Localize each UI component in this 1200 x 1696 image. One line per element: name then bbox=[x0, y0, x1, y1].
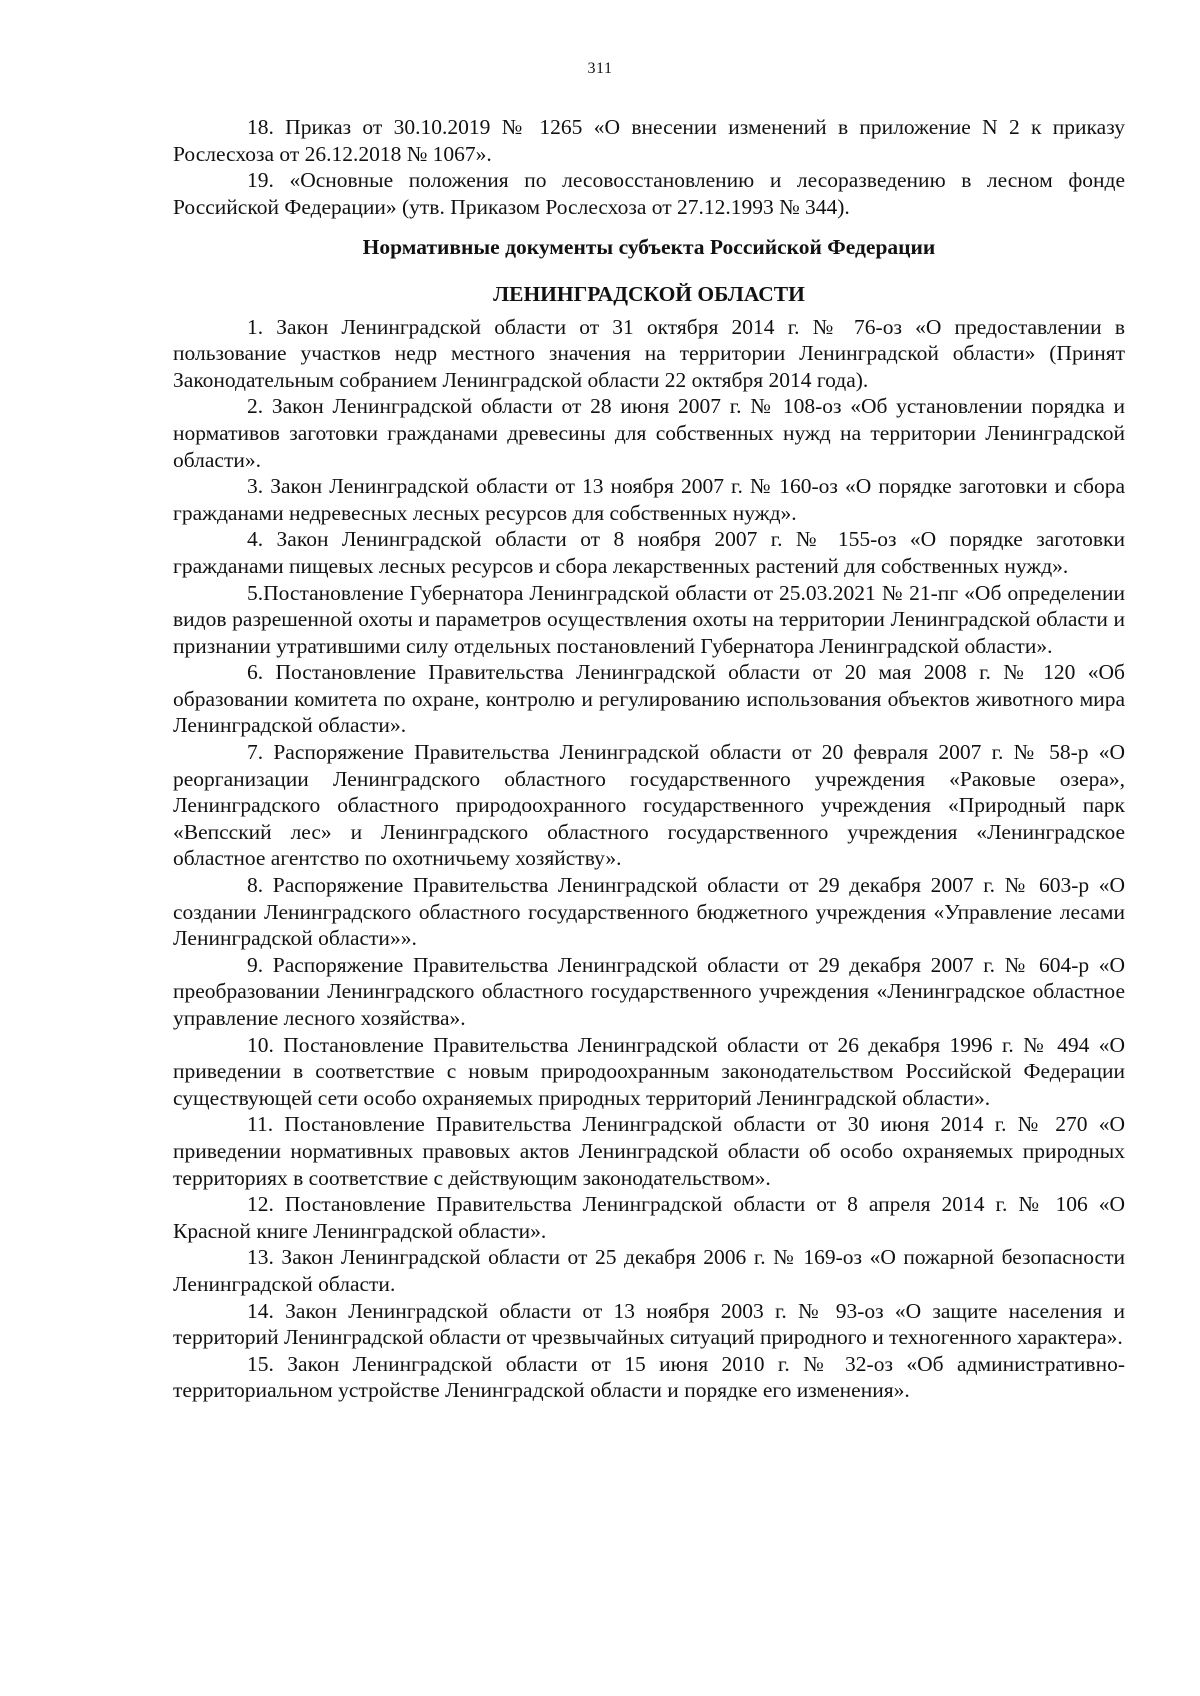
document-body bbox=[173, 114, 1125, 1404]
list-item: 9. Распоряжение Правительства Ленинградской области от 29 декабря 2007 г. № 604-р «О преобразовании Ленинградского областного государственного учреждения «Ленинградское областное управление лесного хозяйства». bbox=[173, 952, 1125, 1030]
list-item: 14. Закон Ленинградской области от 13 ноября 2003 г. № 93-оз «О защите населения и территорий Ленинградской области от чрезвычайных ситуаций природного и техногенного характера». bbox=[173, 1298, 1125, 1350]
list-item: 4. Закон Ленинградской области от 8 ноября 2007 г. № 155-оз «О порядке заготовки гражданами пищевых лесных ресурсов и сбора лекарственных растений для собственных нужд». bbox=[173, 527, 1125, 578]
list-item: 10. Постановление Правительства Ленинградской области от 26 декабря 1996 г. № 494 «О приведении в соответствие с новым природоохранным законодательством Российской Федерации существующей сети особо охраняемых природных территорий Ленинградской области». bbox=[173, 1032, 1125, 1110]
page-number: 311 bbox=[587, 60, 613, 77]
list-item: 13. Закон Ленинградской области от 25 декабря 2006 г. № 169-оз «О пожарной безопасности Ленинградской области. bbox=[173, 1245, 1125, 1296]
list-item: 1. Закон Ленинградской области от 31 октября 2014 г. № 76-оз «О предоставлении в пользование участков недр местного значения на территории Ленинградской области» (Принят Законодательным собранием Ленинградской области 22 октября 2014 года). bbox=[173, 314, 1125, 392]
list-item: 19. «Основные положения по лесовосстановлению и лесоразведению в лесном фонде Российской Федерации» (утв. Приказом Рослесхоза от 27.12.1993 № 344). bbox=[173, 168, 1125, 219]
list-item: 18. Приказ от 30.10.2019 № 1265 «О внесении изменений в приложение N 2 к приказу Рослесхоза от 26.12.2018 № 1067». bbox=[173, 115, 1125, 166]
list-item: 6. Постановление Правительства Ленинградской области от 20 мая 2008 г. № 120 «Об образовании комитета по охране, контролю и регулированию использования объектов животного мира Ленинградской области». bbox=[173, 660, 1125, 738]
list-item: 15. Закон Ленинградской области от 15 июня 2010 г. № 32-оз «Об административно-территориальном устройстве Ленинградской области и порядке его изменения». bbox=[173, 1351, 1125, 1403]
list-item: 7. Распоряжение Правительства Ленинградской области от 20 февраля 2007 г. № 58-р «О реорганизации Ленинградского областного государственного учреждения «Раковые озера», Ленинградского областного природоохранного государственного учреждения «Природный парк «Вепсский лес» и Ленинградского областного государственного учреждения «Ленинградское областное агентство по охотничьему хозяйству». bbox=[173, 740, 1125, 871]
list-item: 2. Закон Ленинградской области от 28 июня 2007 г. № 108-оз «Об установлении порядка и нормативов заготовки гражданами древесины для собственных нужд на территории Ленинградской области». bbox=[173, 394, 1125, 472]
list-item: 12. Постановление Правительства Ленинградской области от 8 апреля 2014 г. № 106 «О Красной книге Ленинградской области». bbox=[173, 1192, 1125, 1243]
list-item: 8. Распоряжение Правительства Ленинградской области от 29 декабря 2007 г. № 603-р «О создании Ленинградского областного государственного бюджетного учреждения «Управление лесами Ленинградской области»». bbox=[173, 873, 1125, 951]
section-heading: Нормативные документы субъекта Российской Федерации bbox=[362, 235, 936, 260]
list-item: 11. Постановление Правительства Ленинградской области от 30 июня 2014 г. № 270 «О приведении нормативных правовых актов Ленинградской области об особо охраняемых природных территориях в соответствие с действующим законодательством». bbox=[173, 1112, 1125, 1190]
section-subheading: ЛЕНИНГРАДСКОЙ ОБЛАСТИ bbox=[493, 281, 805, 306]
list-item: 5.Постановление Губернатора Ленинградской области от 25.03.2021 № 21-пг «Об определении видов разрешенной охоты и параметров осуществления охоты на территории Ленинградской области и признании утратившими силу отдельных постановлений Губернатора Ленинградской области». bbox=[173, 580, 1125, 658]
list-item: 3. Закон Ленинградской области от 13 ноября 2007 г. № 160-оз «О порядке заготовки и сбора гражданами недревесных лесных ресурсов для собственных нужд». bbox=[173, 474, 1125, 525]
